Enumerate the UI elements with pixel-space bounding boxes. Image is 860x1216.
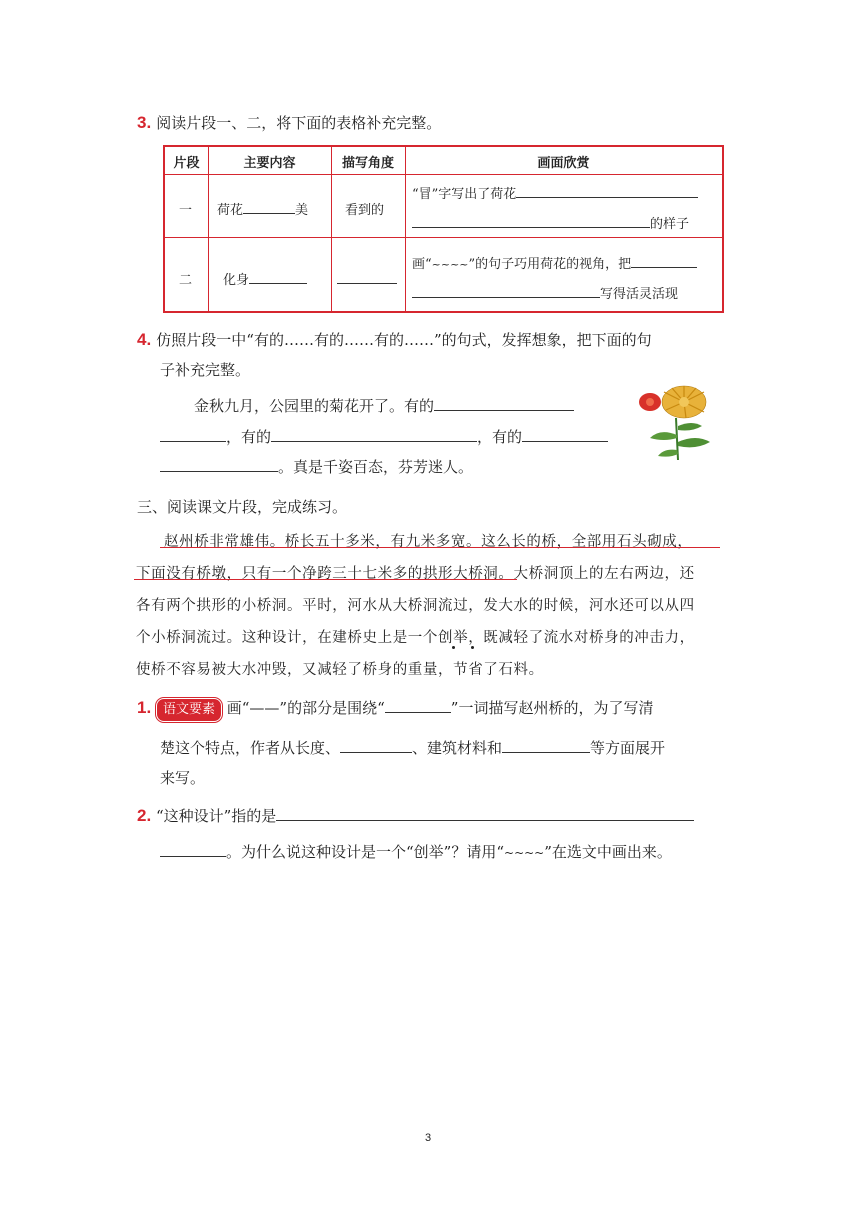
row1-content-blank[interactable] <box>243 199 295 214</box>
q2-blank-2[interactable] <box>160 842 226 857</box>
row1-view-blank2[interactable] <box>412 213 650 228</box>
q2-number: 2. <box>137 806 152 825</box>
q4-prompt-line2: 子补充完整。 <box>160 361 251 379</box>
passage-line1: 赵州桥非常雄伟。桥长五十多米，有九米多宽。这么长的桥，全部用石头砌成， <box>164 534 693 550</box>
table-header-content: 主要内容 <box>243 156 296 171</box>
wavy-line-symbol: ~~~~ <box>431 258 469 271</box>
page-number: 3 <box>425 1132 432 1144</box>
q4-prompt-line1: 仿照片段一中“有的……有的……有的……”的句式，发挥想象，把下面的句 <box>156 331 652 349</box>
q4-blank-4[interactable] <box>522 427 608 442</box>
chrysanthemum-illustration <box>636 380 720 462</box>
table-header-segment: 片段 <box>173 156 200 171</box>
q4-number: 4. <box>137 330 152 349</box>
q1-line1: 1. 语文要素 画“——”的部分是围绕“ ”一词描写赵州桥的，为了写清 <box>137 698 653 722</box>
q1-line2: 楚这个特点，作者从长度、 、建筑材料和 等方面展开 <box>160 739 666 757</box>
row2-view-blank2[interactable] <box>412 283 600 298</box>
underline-1 <box>160 547 720 548</box>
passage-line4: 个小桥洞流过。这种设计，在建桥史上是一个创举，既减轻了流水对桥身的冲击力， <box>136 630 695 646</box>
yuwen-badge: 语文要素 <box>156 698 222 722</box>
row2-content-blank[interactable] <box>249 269 307 284</box>
row2-angle-blank[interactable] <box>337 269 397 284</box>
q4-blank-2[interactable] <box>160 427 226 442</box>
q3-prompt: 阅读片段一、二，将下面的表格补充完整。 <box>156 114 442 132</box>
row1-content: 荷花 美 <box>217 199 308 218</box>
q3-number: 3. <box>137 113 152 132</box>
q1-blank-3[interactable] <box>502 738 590 753</box>
q2-line2: 。为什么说这种设计是一个“创举”？请用“~~~~”在选文中画出来。 <box>160 842 672 863</box>
q4-blank-5[interactable] <box>160 457 278 472</box>
q4-blank-3[interactable] <box>271 427 477 442</box>
q4-heading <box>137 330 652 350</box>
q1-blank-2[interactable] <box>340 738 412 753</box>
row2-view-line1: 画“~~~~”的句子巧用荷花的视角，把 <box>412 253 697 272</box>
row2-angle <box>337 269 397 288</box>
passage-line2: 下面没有桥墩，只有一个净跨三十七米多的拱形大桥洞。大桥洞顶上的左右两边，还 <box>136 566 695 582</box>
q3-table <box>163 145 724 313</box>
row1-view-blank1[interactable] <box>516 183 698 198</box>
passage-line3: 各有两个拱形的小桥洞。平时，河水从大桥洞流过，发大水的时候，河水还可以从四 <box>136 598 695 614</box>
section3-title: 三、阅读课文片段，完成练习。 <box>137 498 348 516</box>
q1-line3: 来写。 <box>160 769 206 787</box>
q2-blank-1[interactable] <box>276 806 694 821</box>
underline-2 <box>134 579 517 580</box>
passage-line5: 使桥不容易被大水冲毁，又减轻了桥身的重量，节省了石料。 <box>136 662 544 678</box>
emphasis-dot-2 <box>471 646 474 649</box>
row2-content: 化身 <box>223 269 307 288</box>
q3-heading <box>137 113 441 133</box>
row2-view-blank1[interactable] <box>631 253 697 268</box>
row1-view-line1: “冒”字写出了荷花 <box>412 183 698 202</box>
q1-number: 1. <box>137 698 152 717</box>
table-header-view: 画面欣赏 <box>537 156 590 171</box>
emphasis-dot-1 <box>452 646 455 649</box>
row1-angle: 看到的 <box>345 203 385 218</box>
row2-segment: 二 <box>179 273 193 288</box>
q1-blank-1[interactable] <box>385 698 451 713</box>
q2-line1: 2. “这种设计”指的是 <box>137 806 694 826</box>
row1-segment: 一 <box>179 203 193 218</box>
table-header-angle: 描写角度 <box>341 156 394 171</box>
q4-blank-1[interactable] <box>434 396 574 411</box>
q4-fill-line1: 金秋九月，公园里的菊花开了。有的 <box>194 396 574 416</box>
q4-fill-line3: 。真是千姿百态，芬芳迷人。 <box>160 457 473 477</box>
row1-view-line2: 的样子 <box>412 213 689 232</box>
q4-fill-line2: ，有的 ，有的 <box>160 427 608 447</box>
row2-view-line2: 写得活灵活现 <box>412 283 678 302</box>
wavy-line-symbol: ~~~~ <box>504 846 545 860</box>
